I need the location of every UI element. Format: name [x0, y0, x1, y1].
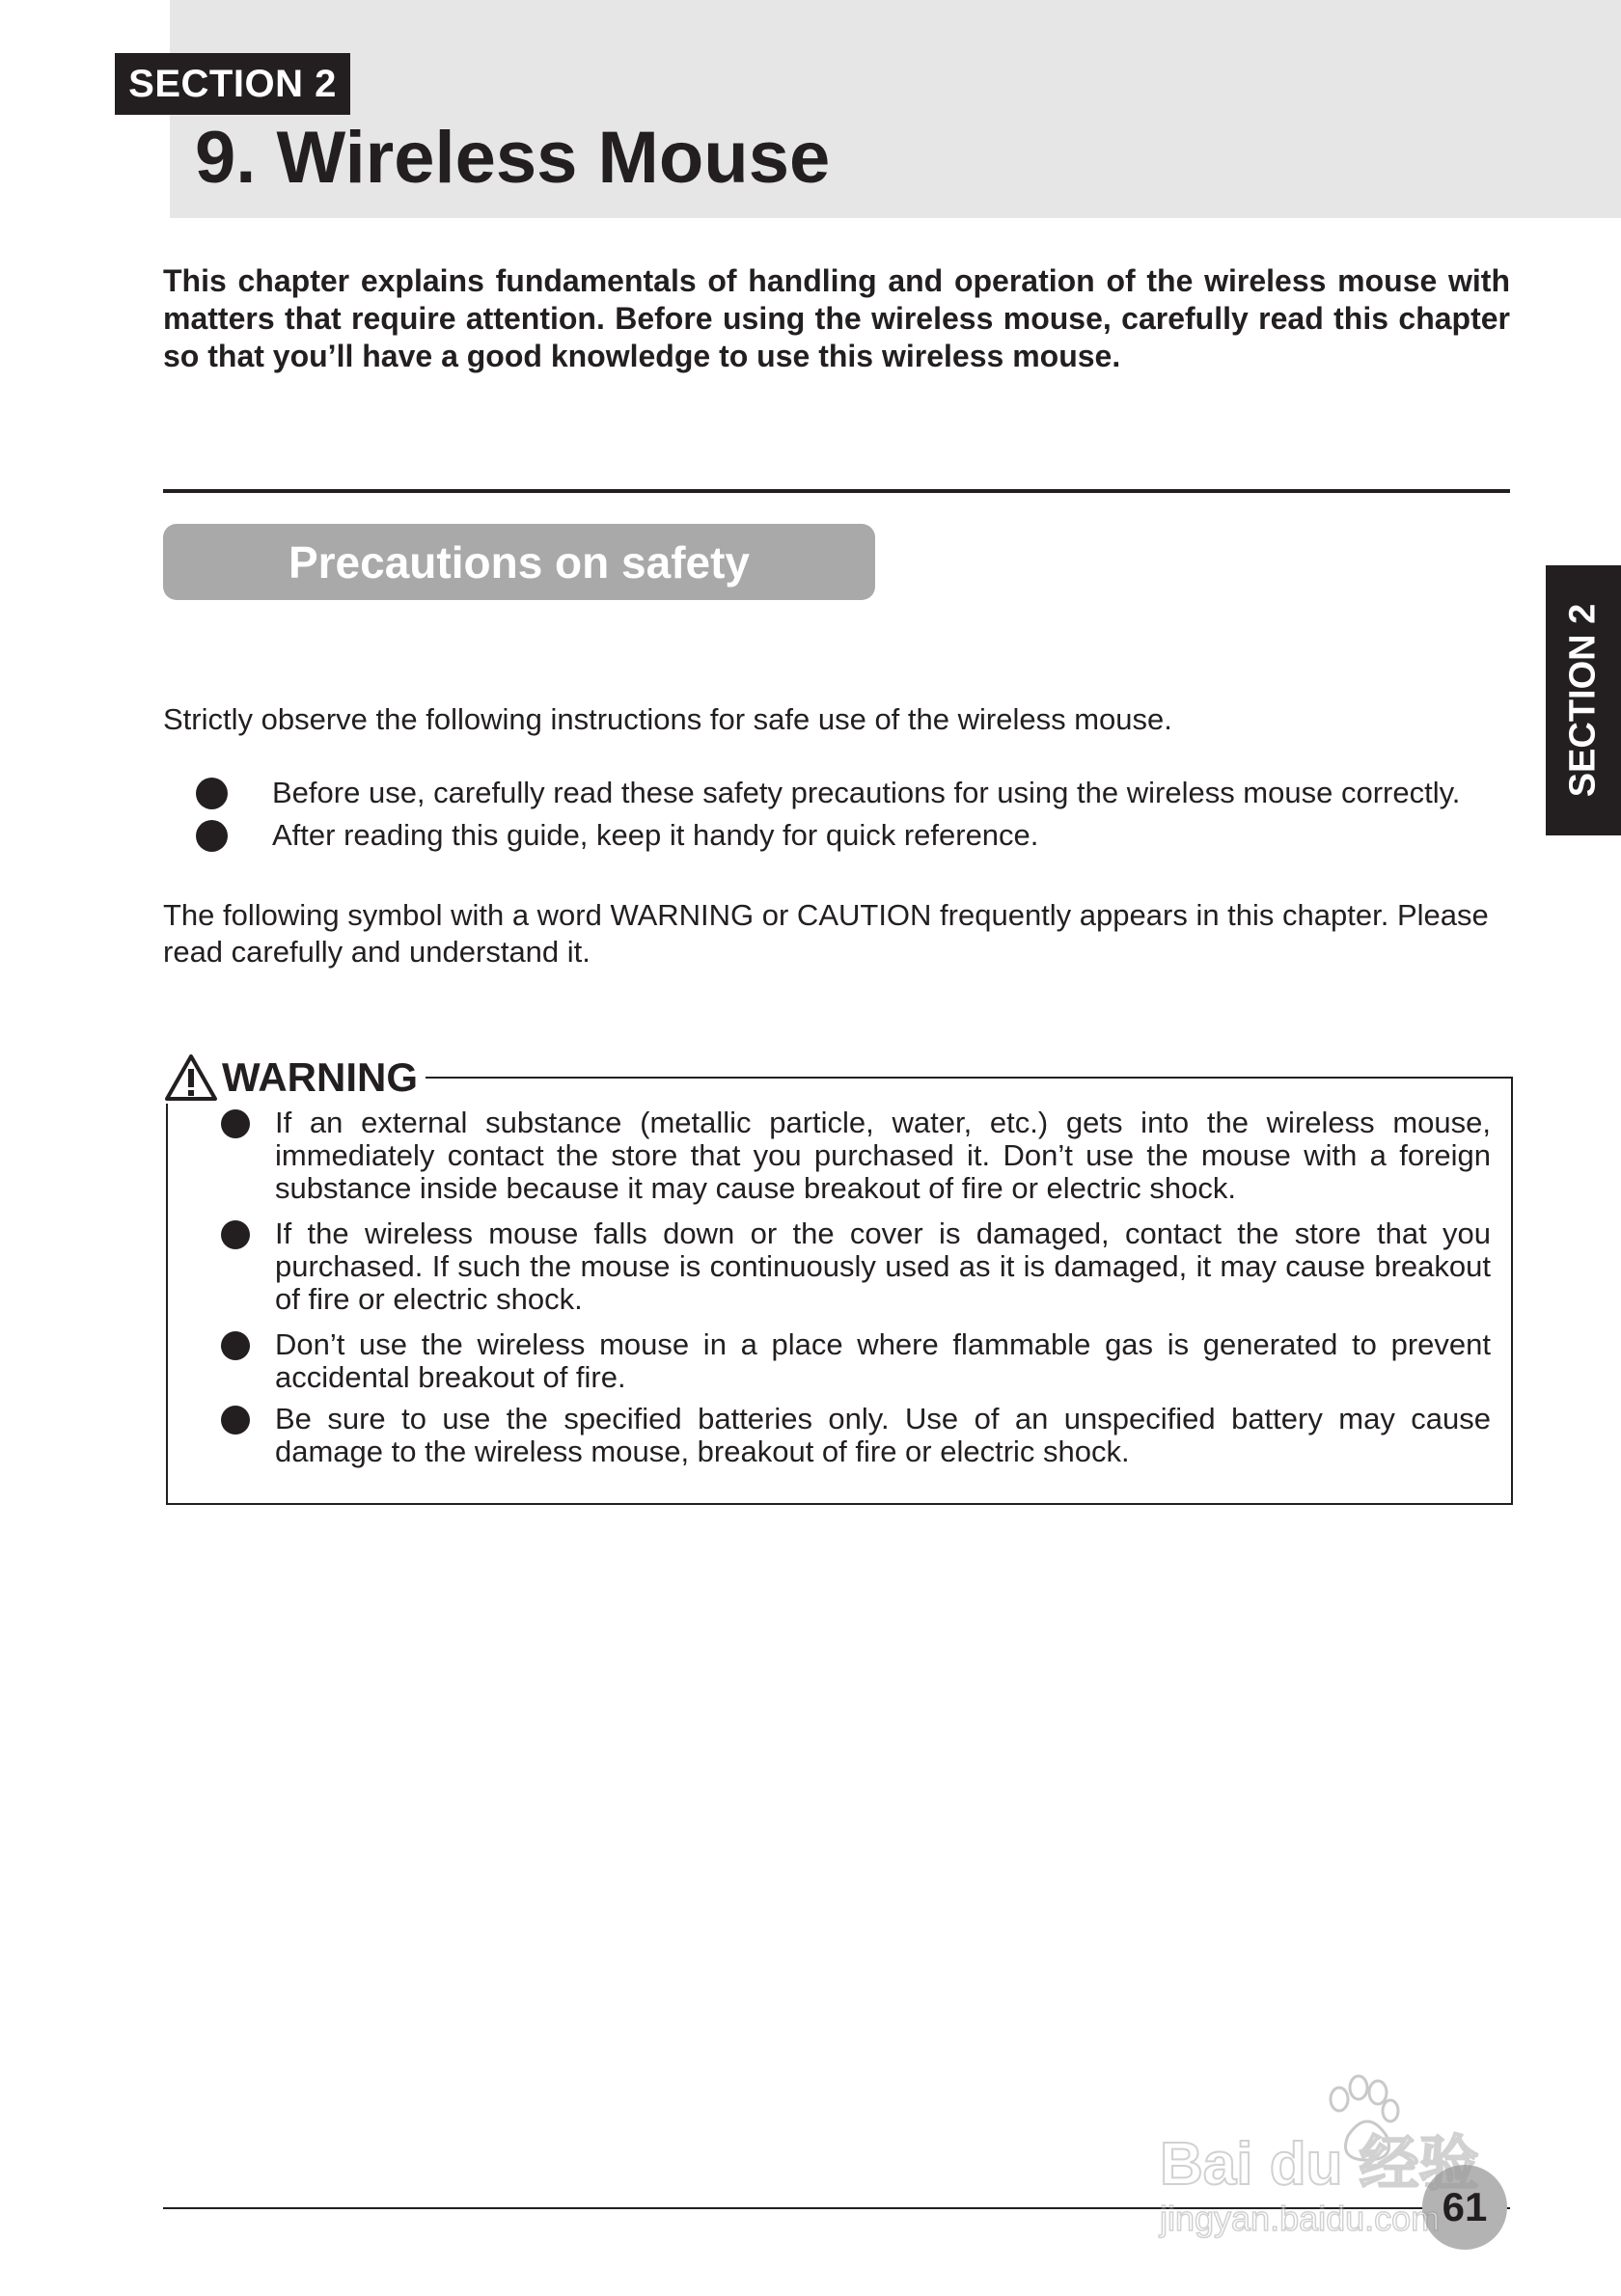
bullet-dot	[221, 1331, 250, 1360]
warning-item: If an external substance (metallic particle, water, etc.) gets into the wireless mouse, immediately contact the store that you purchased it. Don’t use the mouse with a foreign substance inside because it may cause breakout of fire or electric shock.	[275, 1106, 1491, 1205]
side-section-tab	[1546, 565, 1621, 835]
bullet-dot	[196, 778, 228, 809]
page-number: 61	[1422, 2165, 1507, 2250]
symbol-note: The following symbol with a word WARNING or CAUTION frequently appears in this chapter. Please read carefully and understand it.	[163, 898, 1489, 969]
warning-label: WARNING	[222, 1054, 418, 1100]
subsection-lead: Strictly observe the following instructions for safe use of the wireless mouse.	[163, 702, 1172, 736]
page-title: 9. Wireless Mouse	[195, 117, 831, 199]
warning-item: Be sure to use the specified batteries only. Use of an unspecified battery may cause damage to the wireless mouse, breakout of fire or electric shock.	[275, 1402, 1491, 1468]
warning-heading	[164, 1052, 426, 1104]
subsection-title: Precautions on safety	[163, 524, 875, 600]
bullet-dot	[221, 1406, 250, 1435]
bullet-dot	[221, 1220, 250, 1249]
bullet-item: After reading this guide, keep it handy for quick reference.	[272, 818, 1039, 852]
divider	[163, 489, 1510, 493]
chapter-intro: This chapter explains fundamentals of handling and operation of the wireless mouse with matters that require attention. Before using the wireless mouse, carefully read this chapter so that you’ll have a good knowledge to use this wireless mouse.	[163, 263, 1510, 373]
watermark-brand: Bai du 经验	[1160, 2131, 1479, 2198]
bullet-dot	[196, 820, 228, 852]
warning-triangle-icon	[164, 1053, 218, 1102]
footer-rule	[163, 2207, 1510, 2209]
section-tag: SECTION 2	[115, 53, 350, 115]
warning-item: If the wireless mouse falls down or the cover is damaged, contact the store that you purchased. If such the mouse is continuously used as it is damaged, it may cause breakout of fire or electric shock.	[275, 1216, 1491, 1316]
side-section-label: SECTION 2	[1562, 603, 1604, 798]
bullet-dot	[221, 1109, 250, 1138]
watermark-url: jingyan.baidu.com	[1160, 2199, 1441, 2238]
warning-item: Don’t use the wireless mouse in a place where flammable gas is generated to prevent accidental breakout of fire.	[275, 1327, 1491, 1394]
bullet-item: Before use, carefully read these safety precautions for using the wireless mouse correctly.	[272, 776, 1461, 809]
